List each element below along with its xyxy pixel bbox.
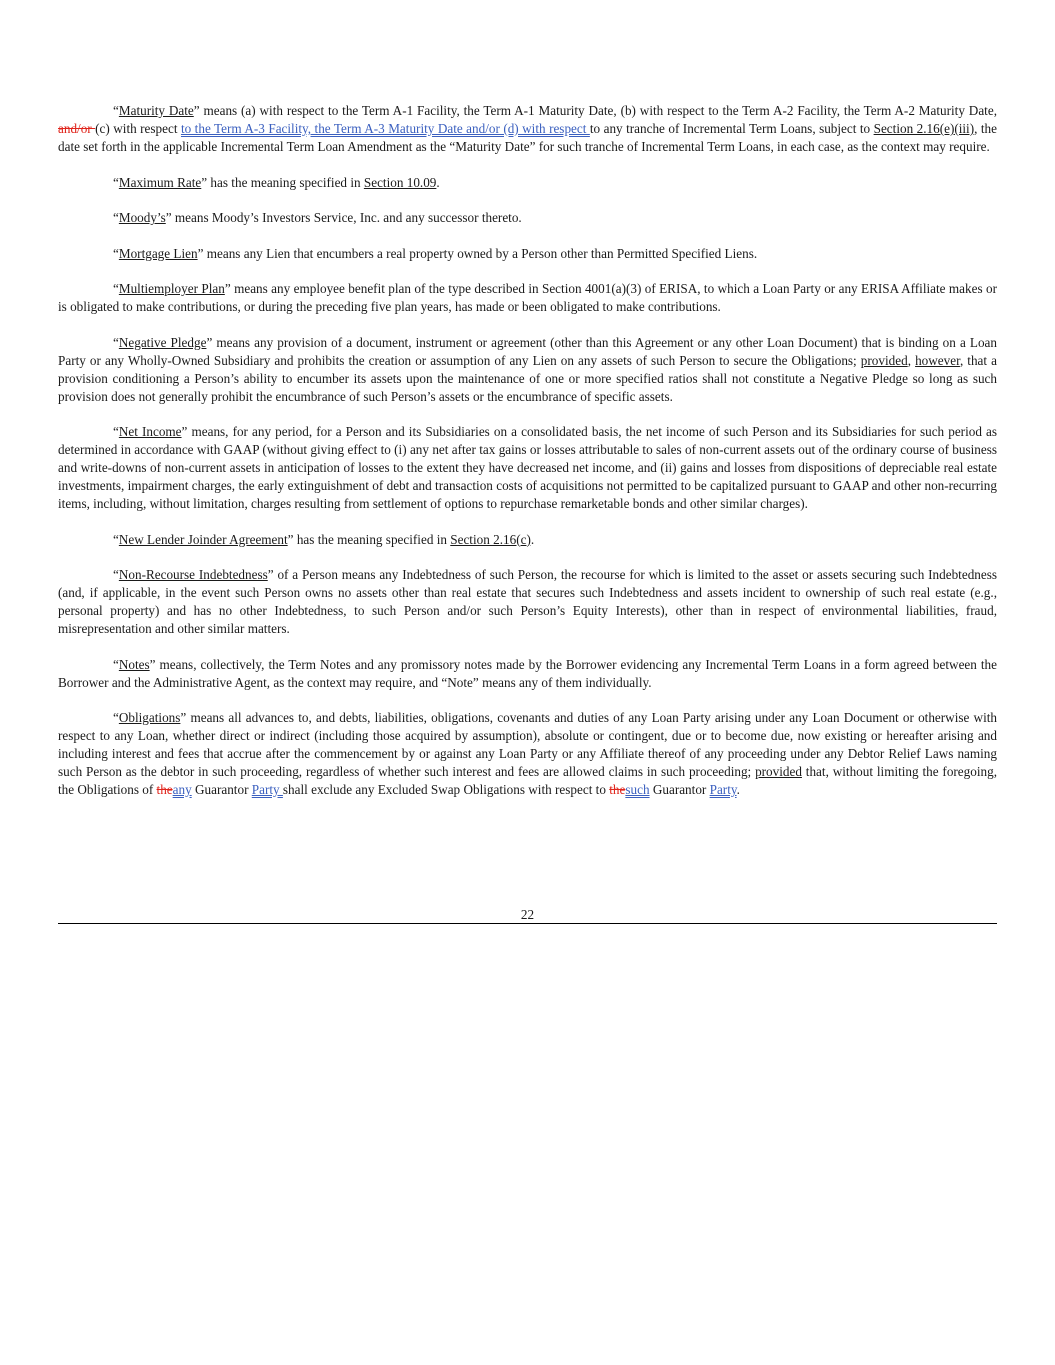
- definition-text: ” of a Person means any Indebtedness of such Person, the recourse for which is limited to the asset or assets securing such Indebtedness (and, if applicable, in the event such Person owns no assets other than real estate that secures such Indebtedness and assets incident to ownership of such real estate (e.g., personal property) and has no other Indebtedness, to such Person and/or such Person’s Equity Interests), other than in respect of environmental liabilities, fraud, misrepresentation and other similar matters.: [58, 567, 997, 636]
- definition-text: to any tranche of Incremental Term Loans, subject to: [589, 121, 874, 136]
- definition-text: ” means Moody’s Investors Service, Inc. and any successor thereto.: [165, 210, 522, 225]
- defined-term: Obligations: [118, 710, 181, 725]
- defined-term: New Lender Joinder Agreement: [118, 531, 288, 547]
- inserted-text: Party: [709, 782, 737, 797]
- definition-text: , that a provision conditioning a Person’s ability to encumber its assets upon the maintenance of one or more specified ratios shall not constitute a Negative Pledge so long as such provision does not generally prohibit the encumbrance of such Person’s assets or the encumbrance of specific assets.: [58, 352, 998, 404]
- definition-net-income: [58, 423, 997, 513]
- quote-mark: “: [113, 424, 119, 439]
- definition-text: , the date set forth in the applicable Incremental Term Loan Amendment as the “Maturity Date” for such tranche of Incremental Term Loans, in each case, as the context may require.: [58, 121, 997, 154]
- definition-new-lender-joinder-agreement: [58, 531, 997, 549]
- definition-text: ” has the meaning specified in: [201, 174, 364, 190]
- definition-multiemployer-plan: [58, 280, 997, 316]
- section-reference: Section 2.16(c): [450, 531, 531, 547]
- definition-text: ” means, for any period, for a Person and its Subsidiaries on a consolidated basis, the net income of such Person and its Subsidiaries for such period as determined in accordance with GAAP (without giving effect to (i) any net after tax gains or losses attributable to sales of non-current assets out of the ordinary course of business and write-downs of non-current assets in anticipation of losses to the extent they have decreased net income, and (ii) gains and losses from dispositions of depreciable real estate investments, impairment charges, the early extinguishment of debt and transaction costs of acquisitions not permitted to be capitalized pursuant to GAAP and other non-recurring items, including, without limitation, charges resulting from settlement of options to repurchase remarketable bonds and other similar charges).: [58, 424, 997, 511]
- inserted-text: to the Term A-3 Facility, the Term A-3 Maturity Date and/or (d) with respect: [180, 121, 590, 136]
- defined-term: Net Income: [118, 424, 182, 439]
- quote-mark: “: [113, 656, 119, 672]
- defined-term: Mortgage Lien: [118, 245, 198, 261]
- inserted-text: Party: [251, 782, 283, 797]
- definition-maximum-rate: [58, 174, 997, 192]
- quote-mark: “: [113, 710, 119, 725]
- definition-text: ” means any provision of a document, instrument or agreement (other than this Agreement or any other Loan Document) that is binding on a Loan Party or any Wholly-Owned Subsidiary and prohibits the creation or assumption of any Lien on any assets of such Person to secure the Obligations;: [58, 334, 997, 368]
- page-footer: [58, 906, 997, 924]
- quote-mark: “: [113, 103, 119, 118]
- page-number: 22: [520, 907, 535, 922]
- definition-text: ” means (a) with respect to the Term A-1 Facility, the Term A-1 Maturity Date, (b) with respect to the Term A-2 Facility, the Term A-2 Maturity Date,: [193, 103, 997, 118]
- proviso-keyword: provided: [860, 352, 908, 368]
- definition-text: ” means any employee benefit plan of the type described in Section 4001(a)(3) of ERISA, to which a Loan Party or any ERISA Affiliate makes or is obligated to make contributions, or during the preceding five plan years, has made or been obligated to make contributions.: [58, 281, 997, 314]
- quote-mark: “: [113, 174, 119, 190]
- definition-mortgage-lien: [58, 245, 997, 263]
- inserted-text: such: [625, 782, 650, 797]
- section-reference: Section 10.09: [363, 174, 437, 190]
- defined-term: Notes: [118, 656, 150, 672]
- quote-mark: “: [113, 245, 119, 261]
- defined-term: Moody’s: [118, 210, 166, 225]
- document-page: [58, 102, 997, 817]
- defined-term: Negative Pledge: [118, 334, 207, 350]
- definition-text: (c) with respect: [95, 121, 181, 136]
- defined-term: Multiemployer Plan: [118, 281, 225, 296]
- quote-mark: “: [113, 210, 119, 225]
- definition-text: ,: [907, 352, 916, 368]
- quote-mark: “: [113, 281, 119, 296]
- definition-text: .: [436, 174, 440, 190]
- definition-obligations: [58, 709, 997, 799]
- quote-mark: “: [113, 531, 119, 547]
- quote-mark: “: [113, 567, 119, 582]
- definition-text: that, without limiting the foregoing, the Obligations of: [58, 764, 997, 797]
- deleted-text: the: [609, 782, 626, 797]
- deleted-text: the: [156, 782, 173, 797]
- proviso-keyword: provided: [755, 764, 802, 779]
- inserted-text: any: [172, 782, 192, 797]
- defined-term: Non-Recourse Indebtedness: [118, 567, 268, 582]
- section-reference: Section 2.16(e)(iii): [873, 121, 975, 136]
- definition-text: Guarantor: [191, 782, 252, 797]
- definition-text: ” means, collectively, the Term Notes and any promissory notes made by the Borrower evidencing any Incremental Term Loans in a form agreed between the Borrower and the Administrative Agent, as the context may require, and “Note” means any of them individually.: [58, 656, 997, 690]
- defined-term: Maturity Date: [118, 103, 194, 118]
- definition-negative-pledge: [58, 334, 997, 406]
- definition-maturity-date: [58, 102, 997, 156]
- definition-text: .: [736, 782, 740, 797]
- deleted-text: and/or: [58, 121, 96, 136]
- definition-text: Guarantor: [649, 782, 710, 797]
- definition-moodys: [58, 209, 997, 227]
- definition-notes: [58, 656, 997, 692]
- definition-text: .: [530, 531, 535, 547]
- definition-non-recourse-indebtedness: [58, 566, 997, 638]
- definition-text: ” has the meaning specified in: [287, 531, 451, 547]
- definition-text: shall exclude any Excluded Swap Obligations with respect to: [282, 782, 610, 797]
- quote-mark: “: [113, 334, 119, 350]
- definition-text: ” means all advances to, and debts, liabilities, obligations, covenants and duties of any Loan Party arising under any Loan Document or otherwise with respect to any Loan, whether direct or indirect (including those acquired by assumption), absolute or contingent, due or to become due, now existing or hereafter arising and including interest and fees that accrue after the commencement by or against any Loan Party or any Affiliate thereof of any proceeding under any Debtor Relief Laws naming such Person as the debtor in such proceeding, regardless of whether such interest and fees are allowed claims in such proceeding;: [58, 710, 997, 779]
- proviso-keyword: however: [915, 352, 960, 368]
- footer-rule: [58, 923, 997, 924]
- definition-text: ” means any Lien that encumbers a real property owned by a Person other than Permitted Specified Liens.: [197, 245, 758, 261]
- defined-term: Maximum Rate: [118, 174, 202, 190]
